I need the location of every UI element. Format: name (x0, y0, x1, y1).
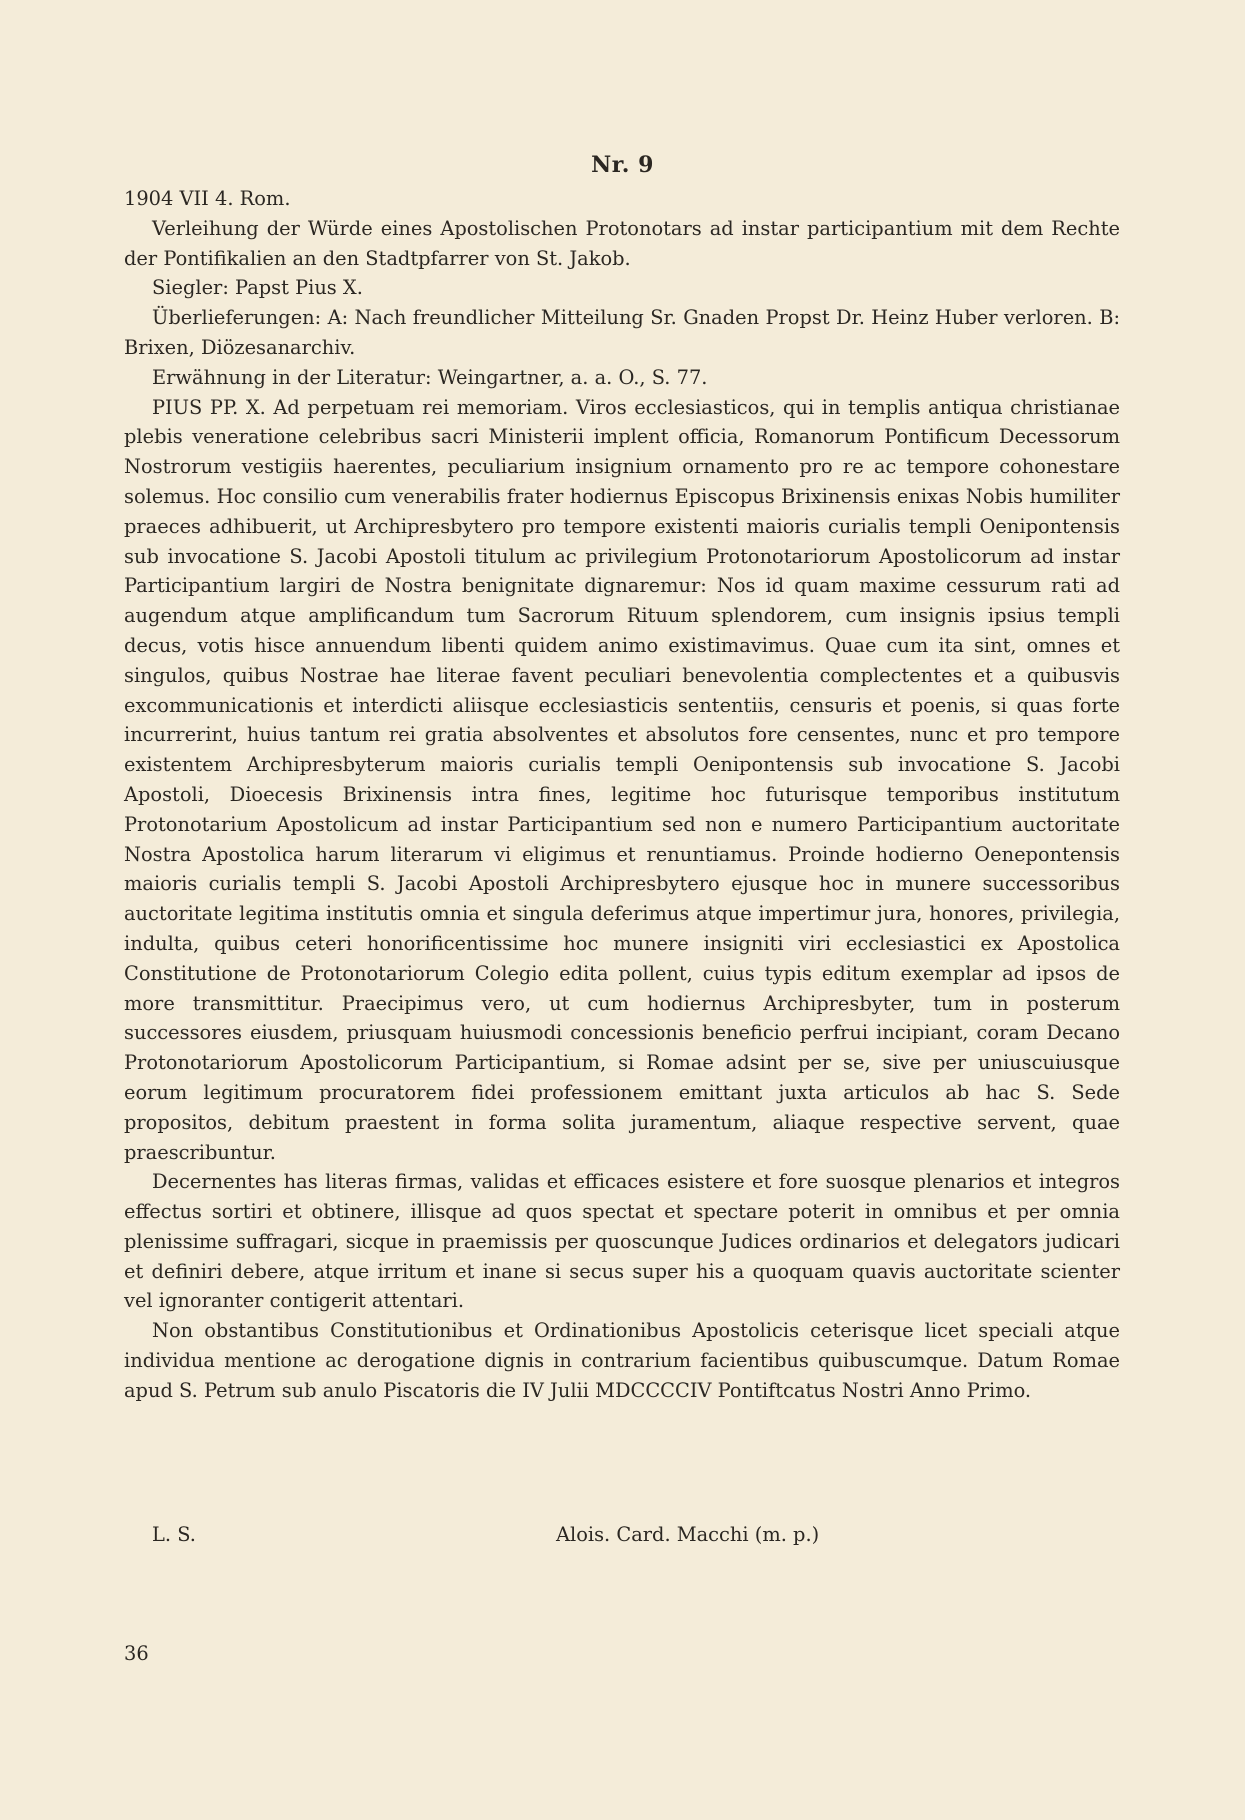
sealer-line: Siegler: Papst Pius X. (152, 276, 363, 300)
body-paragraph-3: Non obstantibus Constitutionibus et Ordinationibus Apostolicis ceterisque licet speciali atque individua mentione ac derogatione dignis in contrarium facientibus quibuscumque. Datum Romae apud S. Petrum sub anulo Piscatoris die IV Julii MDCCCCIV Pontiftcatus Nostri Anno Primo. (124, 1319, 1120, 1402)
body-paragraph-2: Decernentes has literas firmas, validas et efficaces esistere et fore suosque plenarios et integros effectus sortiri et obtinere, illisque ad quos spectat et spectare poterit in omnibus et per omnia plenissime suffragari, sicque in praemissis per quoscunque Judices ordinarios et delegators judicari et definiri debere, atque irritum et inane si secus super his a quoquam quavis auctoritate scienter vel ignoranter contigerit attentari. (124, 1170, 1120, 1313)
document-number: Nr. 9 (591, 152, 654, 178)
document-content (124, 184, 1120, 1406)
literature-line: Erwähnung in der Literatur: Weingartner, a. a. O., S. 77. (152, 365, 708, 389)
page-number: 36 (124, 1642, 149, 1665)
document-summary: Verleihung der Würde eines Apostolischen Protonotars ad instar participantium mit dem Rechte der Pontifikalien an den Stadtpfarrer von St. Jakob. (124, 216, 1120, 270)
body-paragraph-1: PIUS PP. X. Ad perpetuam rei memoriam. Viros ecclesiasticos, qui in templis antiqua christianae plebis veneratione celebribus sacri Ministerii implent officia, Romanorum Pontificum Decessorum Nostrorum vestigiis haerentes, peculiarium insignium ornamento pro re ac tempore cohonestare solemus. Hoc consilio cum venerabilis frater hodiernus Episcopus Brixinensis enixas Nobis humiliter praeces adhibuerit, ut Archipresbytero pro tempore existenti maioris curialis templi Oenipontensis sub invocatione S. Jacobi Apostoli titulum ac privilegium Protonotariorum Apostolicorum ad instar Participantium largiri de Nostra benignitate dignaremur: Nos id quam maxime cessurum rati ad augendum atque amplificandum tum Sacrorum Rituum splendorem, cum insignis ipsius templi decus, votis hisce annuendum libenti quidem animo existimavimus. Quae cum ita sint, omnes et singulos, quibus Nostrae hae literae favent peculiari benevolentia complectentes et a quibusvis excommunicationis et interdicti aliisque ecclesiasticis sententiis, censuris et poenis, si quas forte incurrerint, huius tantum rei gratia absolventes et absolutos fore censentes, nunc et pro tempore existentem Archipresbyterum maioris curialis templi Oenipontensis sub invocatione S. Jacobi Apostoli, Dioecesis Brixinensis intra fines, legitime hoc futurisque temporibus institutum Protonotarium Apostolicum ad instar Participantium sed non e numero Participantium auctoritate Nostra Apostolica harum literarum vi eligimus et renuntiamus. Proinde hodierno Oenepontensis maioris curialis templi S. Jacobi Apostoli Archipresbytero ejusque hoc in munere successoribus auctoritate legitima institutis omnia et singula deferimus atque impertimur jura, honores, privilegia, indulta, quibus ceteri honorificentissime hoc munere insigniti viri ecclesiastici ex Apostolica Constitutione de Protonotariorum Colegio edita pollent, cuius typis editum exemplar ad ipsos de more transmittitur. Praecipimus vero, ut cum hodiernus Archipresbyter, tum in posterum successores eiusdem, priusquam huiusmodi concessionis beneficio perfrui incipiant, coram Decano Protonotariorum Apostolicorum Participantium, si Romae adsint per se, sive per uniuscuiusque eorum legitimum procuratorem fidei professionem emittant juxta articulos ab hac S. Sede propositos, debitum praestent in forma solita juramentum, aliaque respective servent, quae praescribuntur. (124, 395, 1120, 1164)
transmission-line: Überlieferungen: A: Nach freundlicher Mitteilung Sr. Gnaden Propst Dr. Heinz Huber verloren. B: Brixen, Diözesanarchiv. (124, 306, 1120, 359)
date-place: 1904 VII 4. Rom. (124, 187, 291, 210)
locus-sigilli: L. S. (152, 1523, 196, 1546)
signer-name: Alois. Card. Macchi (m. p.) (556, 1523, 820, 1546)
